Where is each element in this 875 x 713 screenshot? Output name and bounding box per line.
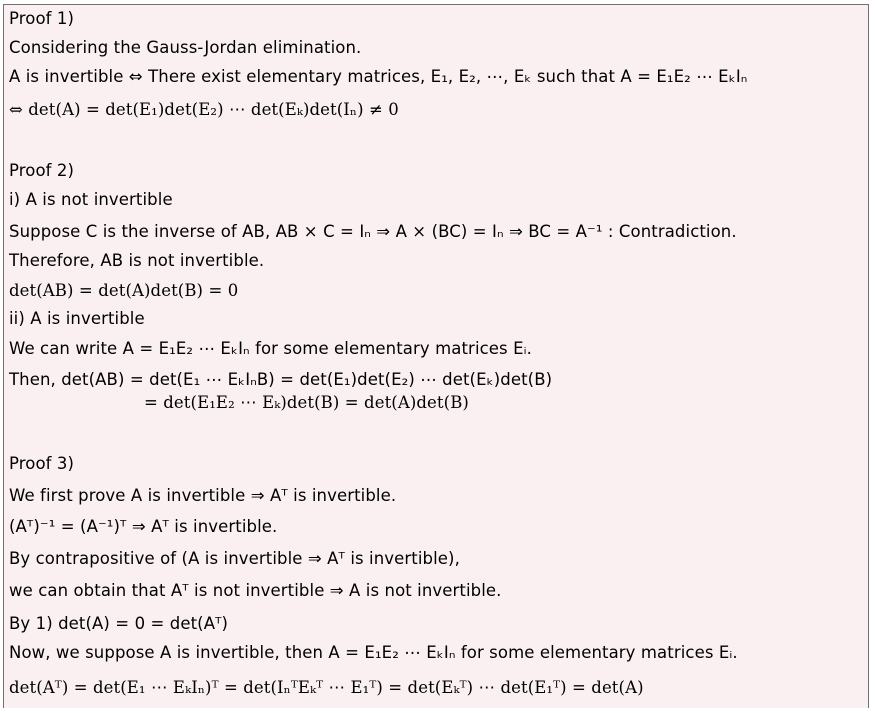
proof-2-line-6: = det(E₁E₂ ⋯ Eₖ)det(B) = det(A)det(B) <box>144 393 469 412</box>
proof-3-line-2: (Aᵀ)⁻¹ = (A⁻¹)ᵀ ⇒ Aᵀ is invertible. <box>9 517 278 536</box>
page-margin <box>3 708 869 713</box>
proof-3-line-1: We first prove A is invertible ⇒ Aᵀ is invertible. <box>9 486 397 505</box>
proof-2-line-3: det(AB) = det(A)det(B) = 0 <box>9 281 239 300</box>
proof-3-line-4: we can obtain that Aᵀ is not invertible ⇒ A is not invertible. <box>9 581 502 600</box>
proof-3-line-7: det(Aᵀ) = det(E₁ ⋯ EₖIₙ)ᵀ = det(IₙᵀEₖᵀ ⋯ E₁ᵀ) = det(Eₖᵀ) ⋯ det(E₁ᵀ) = det(A) <box>9 678 644 697</box>
proof-3-heading: Proof 3) <box>9 454 75 473</box>
proof-2-heading: Proof 2) <box>9 161 75 180</box>
proof-1-line-3: ⇔ det(A) = det(E₁)det(E₂) ⋯ det(Eₖ)det(Iₙ) ≠ 0 <box>9 100 399 119</box>
proof-2-line-1: Suppose C is the inverse of AB, AB × C = Iₙ ⇒ A × (BC) = Iₙ ⇒ BC = A⁻¹ : Contradiction. <box>9 222 737 241</box>
proof-2-line-2: Therefore, AB is not invertible. <box>9 251 265 270</box>
proof-1-heading: Proof 1) <box>9 9 75 28</box>
proof-2-line-4: We can write A = E₁E₂ ⋯ EₖIₙ for some elementary matrices Eᵢ. <box>9 339 533 358</box>
proof-1-line-2: A is invertible ⇔ There exist elementary matrices, E₁, E₂, ⋯, Eₖ such that A = E₁E₂ ⋯ EₖIₙ <box>9 67 748 86</box>
proof-2-case-i: i) A is not invertible <box>9 190 173 209</box>
proof-3-line-6: Now, we suppose A is invertible, then A = E₁E₂ ⋯ EₖIₙ for some elementary matrices Eᵢ. <box>9 643 738 662</box>
proof-3-line-5: By 1) det(A) = 0 = det(Aᵀ) <box>9 614 229 633</box>
proof-3-line-3: By contrapositive of (A is invertible ⇒ Aᵀ is invertible), <box>9 549 460 568</box>
proof-2-line-5: Then, det(AB) = det(E₁ ⋯ EₖIₙB) = det(E₁)det(E₂) ⋯ det(Eₖ)det(B) <box>9 370 553 389</box>
proof-2-case-ii: ii) A is invertible <box>9 309 145 328</box>
proof-1-line-1: Considering the Gauss-Jordan elimination. <box>9 38 362 57</box>
